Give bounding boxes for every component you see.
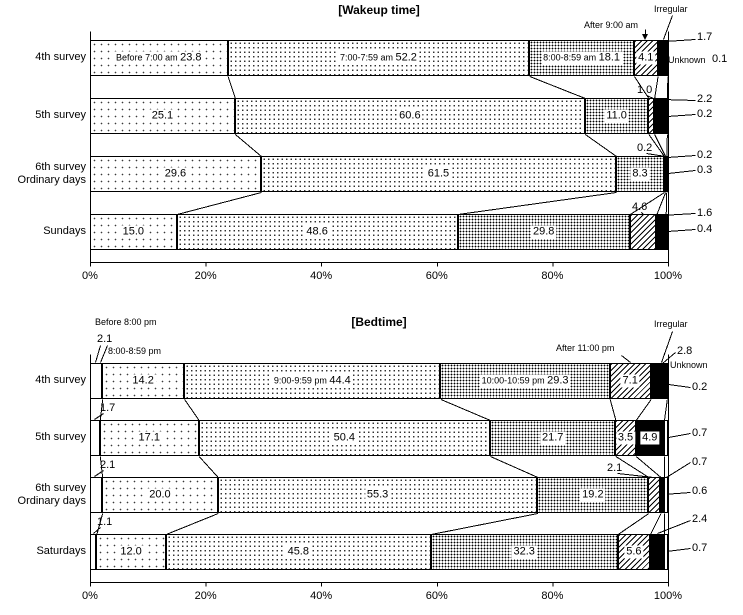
leader-line [669, 434, 691, 438]
series-connector-line [431, 514, 538, 535]
leader-line [658, 521, 691, 534]
bar-segment [658, 40, 668, 76]
bar-segment [90, 420, 100, 456]
segment-value-label: 21.7 [541, 431, 564, 444]
annotation-value: 2.8 [677, 345, 693, 357]
series-connector-line [667, 135, 668, 157]
series-connector-line [664, 400, 667, 421]
bar-segment [666, 156, 668, 192]
annotation-value: 2.1 [607, 462, 623, 474]
x-axis-tick-label: 80% [541, 590, 564, 602]
bar-segment [630, 214, 657, 250]
segment-value-label: 11.0 [606, 109, 627, 122]
leader-line [669, 171, 696, 174]
leader-line [669, 385, 691, 388]
series-connector-line [490, 457, 537, 478]
segment-value-label: 32.3 [513, 545, 535, 558]
segment-value-label: 4.9 [642, 431, 658, 444]
series-connector-line [618, 514, 649, 535]
bar-segment [90, 363, 102, 399]
segment-value-label: 29.8 [533, 225, 555, 238]
x-axis-tick-label: 20% [194, 270, 217, 282]
annotation-caption: Unknown [668, 55, 706, 65]
bar-segment [664, 534, 668, 570]
segment-value-label: 61.5 [427, 167, 450, 180]
annotation-value: 0.2 [697, 108, 713, 120]
bar-segment [651, 363, 667, 399]
x-axis-tick-label: 40% [310, 590, 333, 602]
bar-segment [667, 363, 669, 399]
annotation-value: 4.6 [632, 201, 648, 213]
annotation-caption: Unknown [670, 360, 708, 370]
category-label: 4th survey [35, 51, 86, 63]
annotation-caption: Irregular [654, 4, 688, 14]
segment-value-label: 4.1 [638, 51, 654, 64]
series-connector-line [166, 514, 218, 535]
annotation-value: 1.0 [637, 84, 653, 96]
bar-segment [666, 214, 668, 250]
annotation-value: 0.6 [692, 485, 708, 497]
segment-value-label: 8.3 [632, 167, 648, 180]
series-connector-line [177, 193, 261, 215]
x-axis-tick-label: 20% [194, 590, 217, 602]
annotation-value: 0.7 [692, 542, 708, 554]
annotation-caption: Irregular [654, 319, 688, 329]
segment-value-label: 60.6 [399, 109, 421, 122]
x-axis-tick-label: 40% [310, 270, 333, 282]
x-axis-tick-label: 0% [82, 270, 98, 282]
series-connector-line [441, 400, 490, 421]
annotation-value: 0.1 [712, 53, 728, 65]
x-axis-tick-label: 100% [653, 270, 683, 282]
bar-segment [90, 477, 102, 513]
bedtime-chart-title: [Bedtime] [351, 315, 407, 329]
segment-value-label: 7:00-7:59 am 52.2 [339, 51, 417, 64]
x-axis-tick-label: 60% [425, 590, 448, 602]
bar-segment [654, 98, 667, 134]
leader-line [668, 156, 696, 158]
series-connector-line [185, 400, 200, 421]
category-label: 5th survey [35, 431, 86, 443]
category-label: 4th survey [35, 374, 86, 386]
category-label: Sundays [43, 225, 86, 237]
bar-segment [664, 420, 668, 456]
segment-value-label: 25.1 [151, 109, 174, 122]
leader-line [668, 230, 696, 232]
x-axis-tick-label: 60% [425, 270, 448, 282]
segment-value-label: 12.0 [120, 545, 142, 558]
annotation-value: 2.1 [100, 459, 116, 471]
annotation-value: 1.1 [97, 516, 113, 528]
series-connector-line [610, 400, 616, 421]
leader-line [101, 346, 108, 363]
series-connector-line [458, 193, 616, 215]
annotation-value: 2.4 [692, 513, 708, 525]
bar-segment [648, 477, 660, 513]
leader-line [667, 549, 691, 552]
leader-line [662, 332, 673, 363]
annotation-value: 1.7 [697, 31, 713, 43]
annotation-value: 0.4 [697, 223, 713, 235]
leader-line [95, 414, 104, 420]
annotation-caption: Before 8:00 pm [95, 317, 157, 327]
annotation-value: 0.2 [637, 142, 653, 154]
series-connector-line [636, 400, 651, 421]
segment-value-label: 10:00-10:59 pm 29.3 [481, 374, 569, 387]
series-connector-line [651, 514, 661, 535]
category-label: 6th survey Ordinary days [17, 161, 86, 186]
segment-value-label: 50.4 [333, 431, 356, 444]
series-connector-line [199, 457, 218, 478]
leader-line [667, 463, 691, 478]
segment-value-label: 7.1 [622, 374, 638, 387]
annotation-value: 1.6 [697, 207, 713, 219]
category-label: 5th survey [35, 109, 86, 121]
leader-line [622, 356, 631, 363]
series-connector-line [585, 135, 616, 157]
category-label: 6th survey Ordinary days [17, 482, 86, 507]
x-axis-tick-label: 80% [541, 270, 564, 282]
category-label: Saturdays [36, 545, 86, 557]
annotation-caption: 8:00-8:59 pm [108, 346, 162, 356]
series-connector-line [530, 77, 586, 99]
segment-value-label: 5.6 [626, 545, 642, 558]
segment-value-label: 48.6 [306, 225, 328, 238]
segment-value-label: 9:00-9:59 pm 44.4 [273, 374, 351, 387]
segment-value-label: 20.0 [149, 488, 171, 501]
segment-value-label: 14.2 [132, 374, 154, 387]
series-connector-line [666, 193, 667, 215]
annotation-caption: After 9:00 am [584, 20, 639, 30]
annotation-value: 1.7 [100, 402, 116, 414]
annotation-value: 0.7 [692, 427, 708, 439]
segment-value-label: 3.5 [617, 431, 634, 444]
annotation-value: 0.7 [692, 456, 708, 468]
leader-line [96, 346, 101, 363]
annotation-value: 0.2 [692, 381, 708, 393]
segment-value-label: 45.8 [287, 545, 309, 558]
series-connector-line [657, 193, 666, 215]
series-connector-line [235, 135, 261, 157]
annotation-value: 0.3 [697, 164, 713, 176]
segment-value-label: 17.1 [138, 431, 160, 444]
segment-value-label: 55.3 [366, 488, 389, 501]
segment-value-label: Before 7:00 am 23.8 [116, 51, 202, 64]
leader-line [668, 115, 696, 117]
segment-value-label: 15.0 [122, 225, 145, 238]
bar-segment [656, 214, 665, 250]
annotation-value: 2.1 [97, 333, 113, 345]
annotation-value: 0.2 [697, 149, 713, 161]
x-axis-tick-label: 100% [653, 590, 683, 602]
segment-value-label: 19.2 [582, 488, 604, 501]
series-connector-line [655, 77, 658, 99]
series-connector-line [636, 457, 661, 478]
annotation-value: 2.2 [697, 93, 713, 105]
segment-value-label: 29.6 [164, 167, 187, 180]
series-connector-line [667, 77, 668, 99]
leader-line [666, 40, 696, 42]
segment-value-label: 8:00-8:59 am 18.1 [543, 51, 621, 64]
bar-segment [664, 477, 668, 513]
series-connector-line [228, 77, 235, 99]
bar-segment [667, 98, 669, 134]
wakeup-chart-title: [Wakeup time] [338, 3, 420, 17]
annotation-caption: After 11:00 pm [556, 343, 615, 353]
bar-segment [650, 534, 664, 570]
x-axis-tick-label: 0% [82, 590, 98, 602]
